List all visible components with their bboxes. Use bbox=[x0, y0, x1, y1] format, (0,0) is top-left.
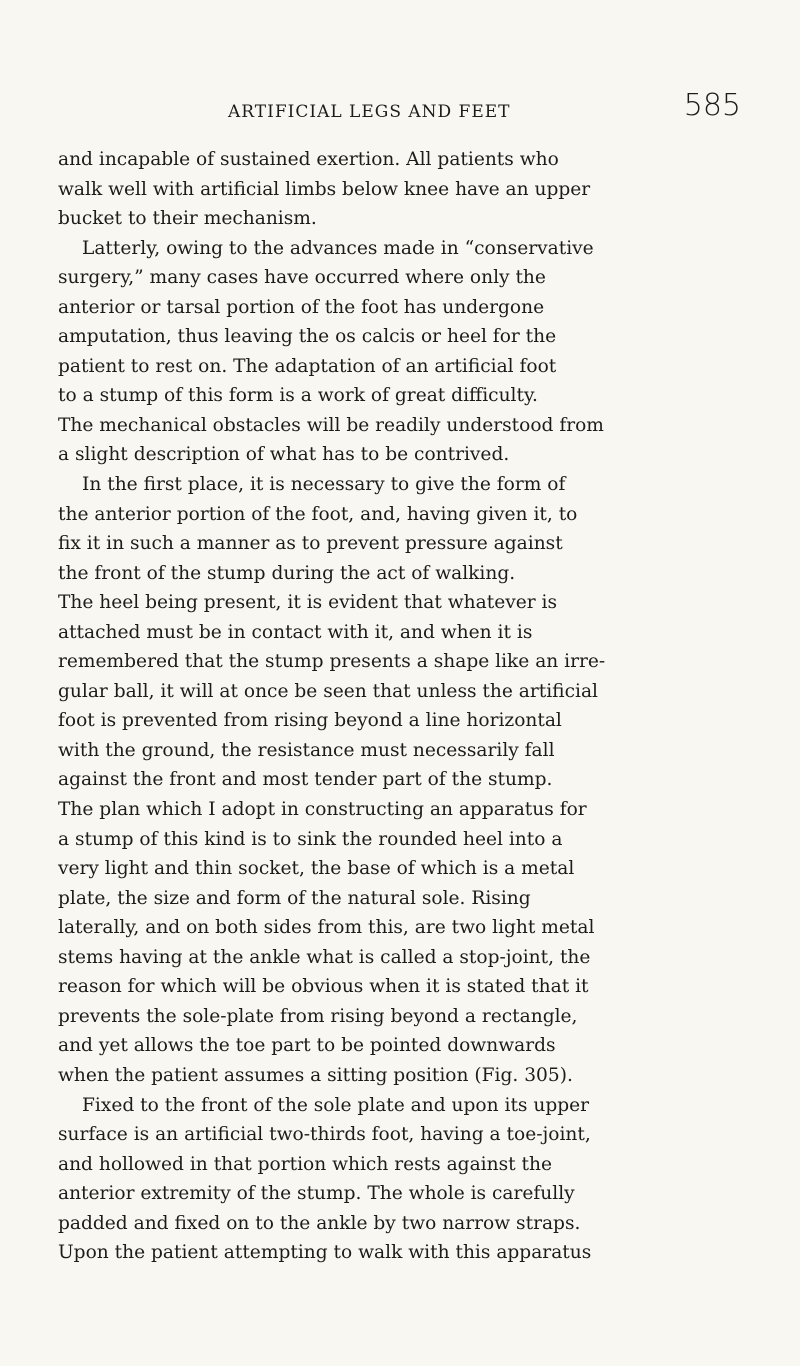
text-line: surgery,” many cases have occurred where only the bbox=[58, 267, 546, 289]
text-line: reason for which will be obvious when it is stated that it bbox=[58, 976, 589, 998]
text-line: Fixed to the front of the sole plate and upon its upper bbox=[82, 1094, 590, 1116]
text-line: amputation, thus leaving the os calcis or heel for the bbox=[58, 326, 557, 348]
text-line: the front of the stump during the act of walking. bbox=[58, 562, 516, 584]
text-line: stems having at the ankle what is called a stop-joint, the bbox=[58, 946, 591, 968]
text-line: walk well with artificial limbs below knee have an upper bbox=[58, 178, 591, 200]
text-line: In the first place, it is necessary to give the form of bbox=[82, 474, 566, 496]
text-line: anterior or tarsal portion of the foot has undergone bbox=[58, 296, 545, 318]
text-line: a stump of this kind is to sink the rounded heel into a bbox=[58, 828, 563, 850]
text-line: fix it in such a manner as to prevent pressure against bbox=[58, 533, 563, 555]
text-line: Upon the patient attempting to walk with this apparatus bbox=[58, 1242, 592, 1264]
text-line: surface is an artificial two-thirds foot, having a toe-joint, bbox=[58, 1124, 591, 1146]
text-line: Latterly, owing to the advances made in “conservative bbox=[82, 237, 594, 259]
text-line: The heel being present, it is evident that whatever is bbox=[58, 592, 557, 614]
text-line: prevents the sole-plate from rising beyond a rectangle, bbox=[58, 1005, 578, 1027]
text-line: very light and thin socket, the base of which is a metal bbox=[58, 858, 575, 880]
text-line: plate, the size and form of the natural sole. Rising bbox=[58, 887, 531, 909]
text-line: laterally, and on both sides from this, are two light metal bbox=[58, 917, 595, 939]
text-line: attached must be in contact with it, and when it is bbox=[58, 621, 533, 643]
text-line: The plan which I adopt in constructing an apparatus for bbox=[58, 799, 587, 821]
text-line: a slight description of what has to be contrived. bbox=[58, 444, 510, 466]
text-line: The mechanical obstacles will be readily understood from bbox=[58, 414, 604, 436]
page-number: 585 bbox=[683, 88, 741, 123]
text-line: anterior extremity of the stump. The whole is carefully bbox=[58, 1183, 575, 1205]
text-line: and incapable of sustained exertion. All patients who bbox=[58, 149, 559, 170]
text-line: against the front and most tender part of the stump. bbox=[58, 769, 553, 791]
text-line: patient to rest on. The adaptation of an artificial foot bbox=[58, 355, 557, 377]
text-line: to a stump of this form is a work of great difficulty. bbox=[58, 385, 538, 407]
text-line: padded and fixed on to the ankle by two narrow straps. bbox=[58, 1212, 581, 1234]
text-line: remembered that the stump presents a shape like an irre- bbox=[58, 651, 606, 673]
text-line: the anterior portion of the foot, and, having given it, to bbox=[58, 503, 578, 525]
text-line: when the patient assumes a sitting position (Fig. 305). bbox=[58, 1064, 573, 1086]
text-line: and yet allows the toe part to be pointed downwards bbox=[58, 1035, 556, 1057]
text-line: foot is prevented from rising beyond a line horizontal bbox=[58, 710, 562, 732]
text-line: and hollowed in that portion which rests against the bbox=[58, 1153, 552, 1175]
text-line: bucket to their mechanism. bbox=[58, 208, 317, 230]
text-line: gular ball, it will at once be seen that unless the artificial bbox=[58, 680, 598, 702]
page-header bbox=[58, 88, 741, 128]
text-line: with the ground, the resistance must necessarily fall bbox=[58, 739, 555, 761]
body-text bbox=[58, 145, 741, 1268]
running-title: ARTIFICIAL LEGS AND FEET bbox=[228, 102, 511, 122]
